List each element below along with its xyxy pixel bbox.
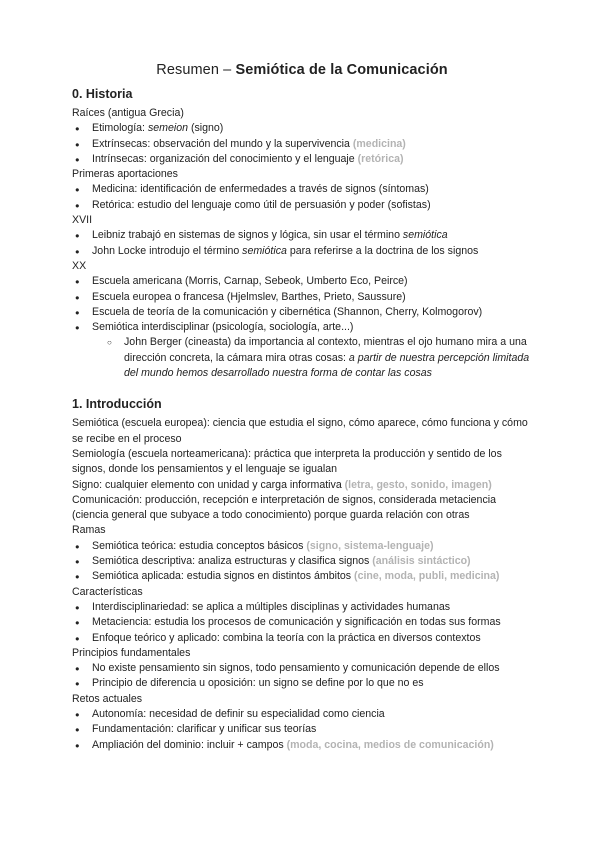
- bullet-list: [72, 274, 532, 335]
- list-item: ● Retórica: estudio del lenguaje como útil de persuasión y poder (sofistas): [72, 198, 532, 213]
- list-item: ● Etimología: semeion (signo): [72, 121, 532, 136]
- list-item: ● Fundamentación: clarificar y unificar sus teorías: [72, 722, 532, 737]
- list-item: ● No existe pensamiento sin signos, todo pensamiento y comunicación depende de ellos: [72, 661, 532, 676]
- subsection-label: XX: [72, 259, 87, 272]
- bullet-list: [72, 228, 532, 259]
- sub-bullet-list: [72, 335, 532, 381]
- bullet-list: [72, 661, 532, 692]
- paragraph: Signo: cualquier elemento con unidad y carga informativa (letra, gesto, sonido, imagen): [72, 478, 492, 491]
- document-page: [72, 62, 532, 753]
- subsection-label: Raíces (antigua Grecia): [72, 107, 184, 119]
- subsection-label: XVII: [72, 214, 93, 227]
- bullet-list: [72, 539, 532, 585]
- list-item: ● Escuela europea o francesa (Hjelmslev, Barthes, Prieto, Saussure): [72, 290, 532, 305]
- list-item: ● John Locke introdujo el término semiótica para referirse a la doctrina de los signos: [72, 244, 532, 259]
- list-item: ● Escuela americana (Morris, Carnap, Sebeok, Umberto Eco, Peirce): [72, 274, 532, 289]
- paragraph: Semiología (escuela norteamericana): práctica que interpreta la producción y sentido de los signos, donde los pensamientos y el lenguaje se igualan: [72, 447, 502, 476]
- list-item: ● Metaciencia: estudia los procesos de comunicación y significación en todas sus formas: [72, 615, 532, 630]
- subsection-label: Ramas: [72, 524, 106, 537]
- list-item: ● Medicina: identificación de enfermedades a través de signos (síntomas): [72, 182, 532, 197]
- subsection-label: Principios fundamentales: [72, 646, 191, 659]
- sub-list-item: ○ John Berger (cineasta) da importancia al contexto, mientras el ojo humano mira a una dirección concreta, la cámara mira otras cosas: a partir de nuestra percepción limitada del mundo hemos desarrollado nuestra forma de contar las cosas: [72, 335, 532, 381]
- subsection-label: Características: [72, 585, 143, 598]
- list-item: ● Semiótica aplicada: estudia signos en distintos ámbitos (cine, moda, publi, medicina): [72, 569, 532, 584]
- list-item: ● Ampliación del dominio: incluir + campos (moda, cocina, medios de comunicación): [72, 738, 532, 753]
- list-item: ● Principio de diferencia u oposición: un signo se define por lo que no es: [72, 676, 532, 691]
- bullet-list: [72, 707, 532, 753]
- title-bold: Semiótica de la Comunicación: [235, 62, 448, 78]
- subsection-label: Primeras aportaciones: [72, 168, 178, 181]
- document-title: [72, 62, 532, 78]
- list-item: ● Intrínsecas: organización del conocimiento y el lenguaje (retórica): [72, 152, 532, 167]
- bullet-list: [72, 600, 532, 646]
- section-heading-historia: 0. Historia: [72, 87, 133, 101]
- paragraph: Comunicación: producción, recepción e interpretación de signos, considerada metaciencia (ciencia general que subyace a todo conocimiento) porque guarda relación con otras: [72, 493, 496, 522]
- list-item: ● Semiótica teórica: estudia conceptos básicos (signo, sistema-lenguaje): [72, 539, 532, 554]
- list-item: ● Interdisciplinariedad: se aplica a múltiples disciplinas y actividades humanas: [72, 600, 532, 615]
- bullet-list: [72, 182, 532, 213]
- list-item: ● Enfoque teórico y aplicado: combina la teoría con la práctica en diversos contextos: [72, 631, 532, 646]
- list-item: ● Escuela de teoría de la comunicación y cibernética (Shannon, Cherry, Kolmogorov): [72, 305, 532, 320]
- list-item: ● Semiótica descriptiva: analiza estructuras y clasifica signos (análisis sintáctico): [72, 554, 532, 569]
- title-prefix: Resumen –: [156, 62, 236, 78]
- bullet-list: [72, 121, 532, 167]
- section-heading-introduccion: 1. Introducción: [72, 397, 162, 412]
- subsection-label: Retos actuales: [72, 692, 143, 705]
- list-item: ● Extrínsecas: observación del mundo y la supervivencia (medicina): [72, 137, 532, 152]
- list-item: ● Autonomía: necesidad de definir su especialidad como ciencia: [72, 707, 532, 722]
- list-item: ● Leibniz trabajó en sistemas de signos y lógica, sin usar el término semiótica: [72, 228, 532, 243]
- paragraph: Semiótica (escuela europea): ciencia que estudia el signo, cómo aparece, cómo funciona y cómo se recibe en el proceso: [72, 417, 528, 445]
- list-item: ● Semiótica interdisciplinar (psicología, sociología, arte...): [72, 320, 532, 335]
